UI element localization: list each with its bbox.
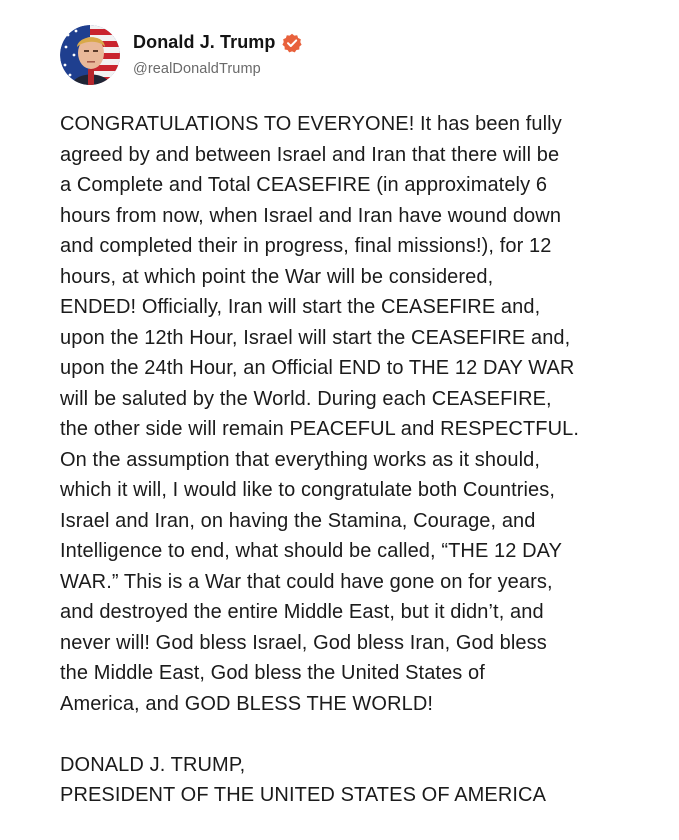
post-line: Intelligence to end, what should be called, “THE 12 DAY xyxy=(60,540,563,562)
post-line: will be saluted by the World. During each CEASEFIRE, xyxy=(60,387,552,410)
post-line: hours, at which point the War will be considered, xyxy=(60,265,494,288)
post-line: upon the 24th Hour, an Official END to THE 12 DAY WAR xyxy=(60,357,575,379)
post-line: the Middle East, God bless the United States of xyxy=(60,662,485,684)
signature-title: PRESIDENT OF THE UNITED STATES OF AMERICA xyxy=(60,784,547,806)
post-line: WAR.” This is a War that could have gone on for years, xyxy=(60,570,553,593)
post-header xyxy=(60,23,302,87)
post-line: agreed by and between Israel and Iran that there will be xyxy=(60,143,560,166)
post-line: hours from now, when Israel and Iran have wound down xyxy=(60,204,562,227)
author-display-name[interactable]: Donald J. Trump xyxy=(133,32,276,52)
post-line: ENDED! Officially, Iran will start the CEASEFIRE and, xyxy=(60,296,541,318)
post-line: which it will, I would like to congratulate both Countries, xyxy=(60,479,556,501)
post-line: America, and GOD BLESS THE WORLD! xyxy=(60,692,434,715)
signature-name: DONALD J. TRUMP, xyxy=(60,753,246,776)
avatar[interactable] xyxy=(60,25,120,85)
post-line: and destroyed the entire Middle East, but it didn’t, and xyxy=(60,601,544,623)
avatar-portrait-icon xyxy=(60,25,120,85)
post-line: never will! God bless Israel, God bless Iran, God bless xyxy=(60,631,547,654)
post-line: upon the 12th Hour, Israel will start the CEASEFIRE and, xyxy=(60,326,571,349)
post-line: the other side will remain PEACEFUL and RESPECTFUL. xyxy=(60,418,579,440)
author-name-row xyxy=(133,31,302,55)
author-identity xyxy=(133,31,302,77)
post-line: Israel and Iran, on having the Stamina, Courage, and xyxy=(60,509,536,532)
author-handle[interactable]: @realDonaldTrump xyxy=(133,60,261,77)
post-body xyxy=(60,109,670,811)
post-line: On the assumption that everything works as it should, xyxy=(60,448,540,471)
paragraph-break xyxy=(60,719,670,750)
post-line: CONGRATULATIONS TO EVERYONE! It has been fully xyxy=(60,113,562,135)
verified-badge-icon xyxy=(282,33,302,53)
post-line: a Complete and Total CEASEFIRE (in approximately 6 xyxy=(60,174,548,196)
post-line: and completed their in progress, final missions!), for 12 xyxy=(60,235,552,257)
